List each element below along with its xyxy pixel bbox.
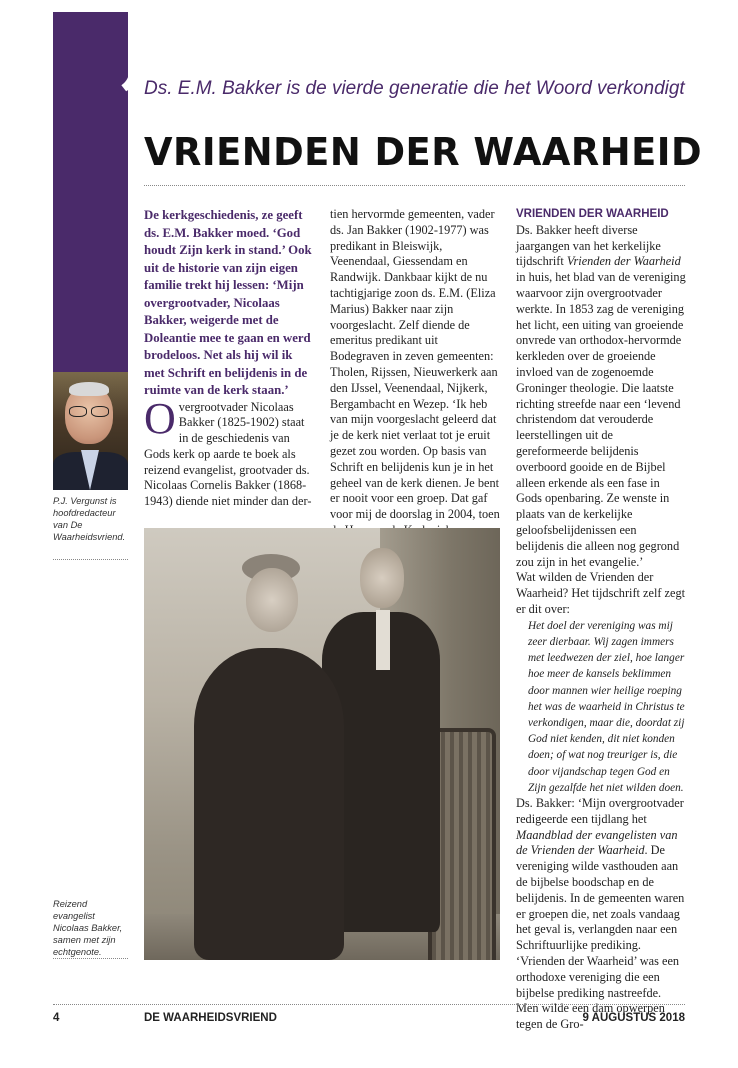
- lead-paragraph: De kerkgeschiedenis, ze geeft ds. E.M. Bakker moed. ‘God houdt Zijn kerk in stand.’ Ook uit de historie van zijn eigen familie trekt hij lessen: ‘Mijn overgrootvader, Nicolaas Bakker, weigerde met de Doleantie mee te gaan en werd brodeloos. Net als hij wil ik met Schrift en belijdenis in de ruimte van de kerk staan.’: [144, 208, 312, 397]
- body-paragraph-1: [144, 393, 316, 511]
- page-number: 4: [53, 1012, 60, 1024]
- portrait-hair: [69, 382, 109, 396]
- author-portrait: [53, 372, 128, 490]
- footer-divider: [53, 1004, 685, 1005]
- caption-divider: [53, 559, 128, 560]
- quote-bar: [53, 12, 164, 372]
- body-paragraph-5: [516, 796, 686, 1033]
- article-title: VRIENDEN DER WAARHEID: [144, 130, 703, 174]
- historic-couple-photo: [144, 528, 500, 960]
- photo-man-head: [360, 548, 404, 608]
- body-paragraph-3: [516, 223, 686, 571]
- journal-title: Maandblad der evangelisten van de Vrienden der Waarheid: [516, 827, 678, 858]
- section-heading: VRIENDEN DER WAARHEID: [516, 208, 669, 220]
- photo-woman-head: [246, 568, 298, 632]
- photo-man-shirt: [376, 610, 390, 670]
- portrait-glasses: [69, 406, 109, 416]
- column-3: [516, 207, 686, 1033]
- photo-woman: [194, 648, 344, 960]
- body-paragraph-4: Wat wilden de Vrienden der Waarheid? Het tijdschrift zelf zegt er dit over:: [516, 570, 686, 616]
- text-run: . De vereniging wilde vasthouden aan de bijbelse boodschap en de belijdenis. In de gemeenten waren er groepen die, net zoals vandaag het geval is, verlangden naar een Schriftuurlijke prediking. ‘Vrienden der Waarheid’ was een orthodoxe vereniging die een bijbelse prediking nastreefde. Men wilde een dam opwerpen tegen de Gro-: [516, 843, 685, 1032]
- body-paragraph-1-text: vergrootvader Nicolaas Bakker (1825-1902) staat in de geschiedenis van Gods kerk op aarde te boek als reizend evangelist, grootvader ds. Nicolaas Cornelis Bakker (1868-1943) diende niet minder dan der-: [144, 399, 312, 509]
- column-1: [144, 207, 316, 510]
- portrait-caption: P.J. Vergunst is hoofdredacteur van De Waarheidsvriend.: [53, 496, 126, 542]
- text-run: Ds. Bakker heeft diverse jaargangen van het kerkelijke tijdschrift: [516, 222, 661, 269]
- article-subtitle: Ds. E.M. Bakker is de vierde generatie die het Woord verkondigt: [144, 78, 685, 99]
- drop-cap: O: [144, 393, 176, 443]
- block-quote: Het doel der vereniging was mij zeer dierbaar. Wij zagen immers met leedwezen der ziel, hoe langer hoe meer de kansels beklimmen door mannen wier heilige roeping het was de waarheid in Christus te verkondigen, maar die, doordat zij God niet kenden, dit niet konden doen; of wat nog treuriger is, die door vijandschap tegen God en Zijn gezalfde het niet wilden doen.: [528, 619, 685, 794]
- quote-mark-icon: ”: [117, 46, 164, 154]
- journal-title: Vrienden der Waarheid: [566, 254, 681, 269]
- issue-date: 9 AUGUSTUS 2018: [582, 1012, 685, 1024]
- text-run: in huis, het blad van de vereniging waarvoor zijn overgrootvader werkte. In 1853 zag de vereniging het licht, een uiting van groeiende onvrede van orthodox-hervormde kerkleden over de groeiende invloed van de zogenoemde Groninger theologie. Die laatste richting streefde naar een ‘levend christendom dat verouderde leerstellingen uit de gereformeerde belijdenis overboord gooide en de Bijbel alleen erkende als een fase in Gods openbaring. Ze wenste in plaats van de kerkelijke geloofsbelijdenissen een belijdenis die alleen nog gegrond zou zijn in het evangelie.’: [516, 270, 686, 569]
- text-run: Ds. Bakker: ‘Mijn overgrootvader redigeerde een tijdlang het: [516, 795, 684, 826]
- photo-caption: Reizend evangelist Nicolaas Bakker, samen met zijn echtgenote.: [53, 899, 123, 957]
- caption-divider: [53, 958, 128, 959]
- publication-name: DE WAARHEIDSVRIEND: [144, 1012, 277, 1024]
- column-2: [330, 207, 500, 570]
- body-paragraph-2: tien hervormde gemeenten, vader ds. Jan Bakker (1902-1977) was predikant in Bleiswijk, Veenendaal, Giessendam en Randwijk. Dankbaar kijkt de nu tachtigjarige zoon ds. E.M. (Eliza Marius) Bakker naar zijn voorgeslacht. Zelf diende de emeritus predikant uit Bodegraven in zeven gemeenten: Tholen, Rijssen, Nieuwerkerk aan den IJssel, Veenendaal, Nijkerk, Bergambacht en Wezep. ‘Ik heb van mijn voorgeslacht geleerd dat je de kerk niet verlaat tot je eruit gezet zou worden. Op basis van Schrift en belijdenis kun je in het geheel van de kerk dienen. Je bent er nooit voor een groep. Dat gaf voor mij de doorslag in 2004, toen: [330, 207, 500, 522]
- title-divider: [144, 185, 685, 186]
